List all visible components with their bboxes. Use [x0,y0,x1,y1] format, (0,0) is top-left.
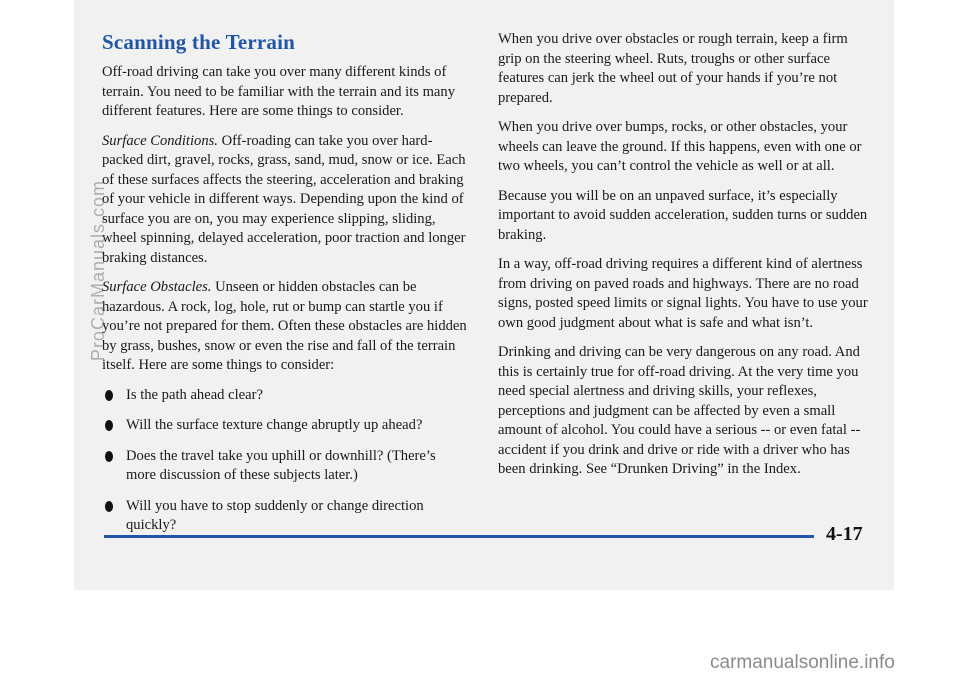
body-paragraph: When you drive over obstacles or rough terrain, keep a firm grip on the steering wheel. Ruts, troughs or other surface features can jerk the wheel out of your hands if you’re not prepared. [498,31,848,106]
list-item-text: Is the path ahead clear? [126,386,263,403]
section-title: Scanning the Terrain [102,30,296,54]
side-watermark: ProCarManuals.com [88,180,108,362]
body-paragraph: When you drive over bumps, rocks, or other obstacles, your wheels can leave the ground. If this happens, even with one or two wheels, you can’t control the vehicle as well or at all. [498,119,862,174]
surface-obstacles-text: Unseen or hidden obstacles can be hazardous. A rock, log, hole, rut or bump can startle you if you’re not prepared for them. Often these obstacles are hidden by grass, bushes, snow or even the rise and fall of the terrain itself. Here are some things to consider: [102,279,467,373]
page-number: 4-17 [826,523,863,545]
bullet-icon [105,420,113,431]
list-item-text: Will you have to stop suddenly or change direction quickly? [126,497,424,533]
bullet-icon [105,451,113,462]
surface-conditions-text: Off-roading can take you over hard-packed dirt, gravel, rocks, grass, sand, mud, snow or ice. Each of these surfaces affects the steering, acceleration and braking of your vehicle in different ways. Depending upon the kind of surface you are on, you may experience slipping, sliding, wheel spinning, delayed acceleration, poor traction and longer braking distances. [102,132,466,266]
bullet-icon [105,390,113,401]
surface-conditions-paragraph [102,132,468,269]
right-column [498,30,868,490]
list-item [102,447,468,486]
surface-obstacles-paragraph [102,278,468,376]
surface-conditions-lead: Surface Conditions. [102,132,218,149]
list-item-text: Does the travel take you uphill or downhill? (There’s more discussion of these subjects later.) [126,447,436,483]
list-item [102,416,468,436]
surface-obstacles-lead: Surface Obstacles. [102,279,212,295]
body-paragraph: Because you will be on an unpaved surface, it’s especially important to avoid sudden acceleration, sudden turns or sudden braking. [498,187,868,243]
body-paragraph: In a way, off-road driving requires a different kind of alertness from driving on paved roads and highways. There are no road signs, posted speed limits or signal lights. You have to use your own good judgment about what is safe and what isn’t. [498,256,868,331]
list-item-text: Will the surface texture change abruptly up ahead? [126,417,423,433]
body-paragraph: Drinking and driving can be very dangerous on any road. And this is certainly true for off-road driving. At the very time you need special alertness and driving skills, your reflexes, perceptions and judgment can be affected by even a small amount of alcohol. You could have a serious -- or even fatal -- accident if you drink and drive or ride with a driver who has been drinking. See “Drunken Driving” in the Index. [498,344,861,477]
left-column [102,30,468,547]
list-item [102,386,468,406]
consideration-list [102,386,468,536]
list-item [102,497,468,536]
footer-rule [104,535,814,538]
intro-paragraph: Off-road driving can take you over many different kinds of terrain. You need to be familiar with the terrain and its many different features. Here are some things to consider. [102,64,455,119]
bottom-watermark: carmanualsonline.info [710,652,895,673]
bullet-icon [105,501,113,512]
